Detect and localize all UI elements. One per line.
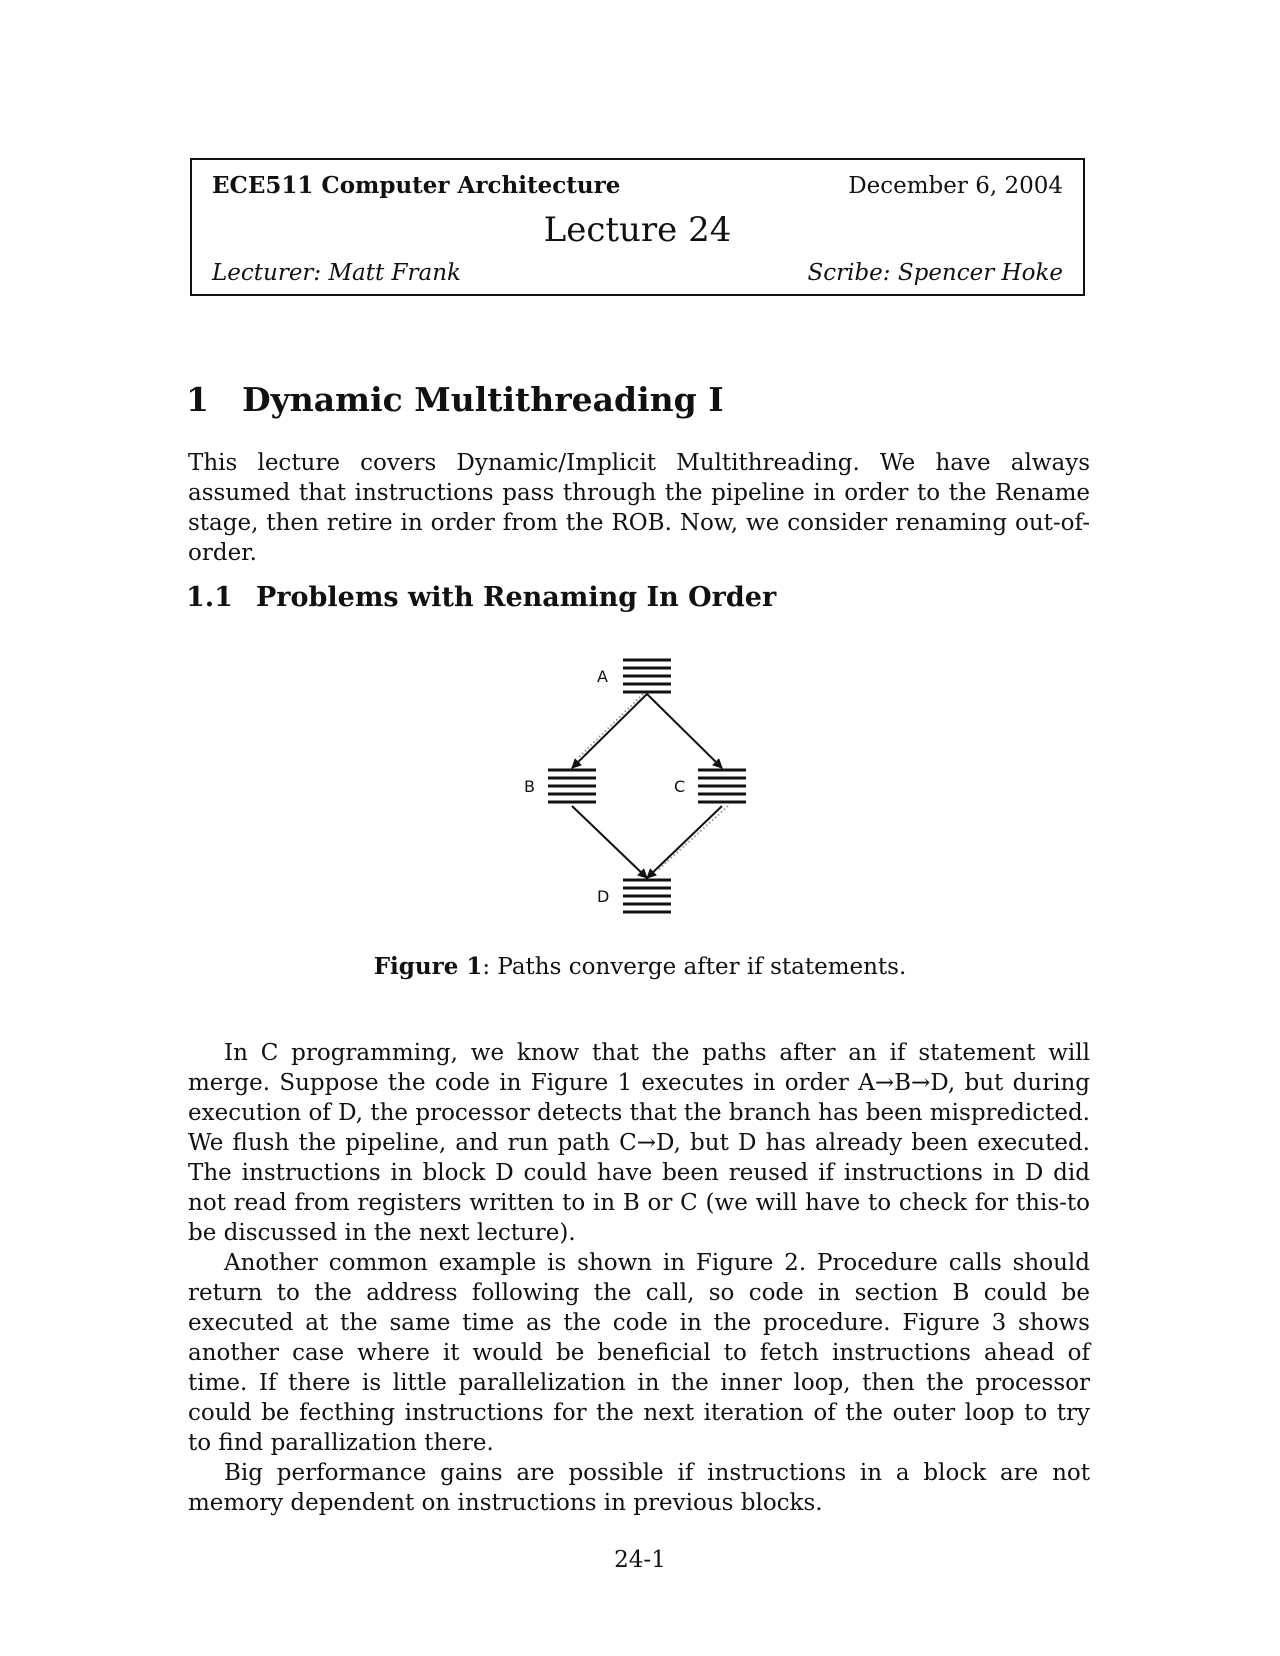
arrow-b-to-d xyxy=(572,806,647,878)
block-c xyxy=(698,770,746,802)
subsection-heading xyxy=(186,580,776,616)
dotted-path-c-d xyxy=(658,806,728,870)
lecture-date: December 6, 2004 xyxy=(848,173,1063,199)
arrow-a-to-c xyxy=(647,694,722,768)
arrow-c-to-d xyxy=(647,806,722,878)
body-paragraph-2: Another common example is shown in Figure 2. Procedure calls should return to the address following the call, so code in section B could be executed at the same time as the code in the procedure. Figure 3 shows another case where it would be beneficial to fetch instructions ahead of time. If there is little parallelization in the inner loop, then the processor could be fecthing instructions for the next iteration of the outer loop to try to find parallization there. xyxy=(188,1250,1090,1456)
dotted-path-a-b xyxy=(578,694,643,758)
subsection-title: Problems with Renaming In Order xyxy=(256,582,777,613)
section-heading xyxy=(186,378,724,422)
subsection-number: 1.1 xyxy=(186,582,233,613)
body-text xyxy=(188,1038,1090,1518)
control-flow-diagram xyxy=(500,648,780,928)
lecture-number: Lecture 24 xyxy=(543,210,732,250)
block-a-label: A xyxy=(597,667,608,686)
section-number: 1 xyxy=(186,380,209,419)
figure-caption xyxy=(0,952,1280,982)
block-b-label: B xyxy=(524,777,535,796)
block-b xyxy=(548,770,596,802)
arrow-a-to-b xyxy=(572,694,647,768)
block-d-label: D xyxy=(597,887,610,906)
intro-paragraph: This lecture covers Dynamic/Implicit Multithreading. We have always assumed that instructions pass through the pipeline in order to the Rename stage, then retire in order from the ROB. Now, we consider renaming out-of-order. xyxy=(188,450,1090,566)
lecturer-name: Lecturer: Matt Frank xyxy=(212,260,461,286)
lecture-header-box xyxy=(190,158,1085,296)
scribe-name: Scribe: Spencer Hoke xyxy=(807,260,1063,286)
course-title: ECE511 Computer Architecture xyxy=(212,172,621,199)
block-a xyxy=(623,660,671,692)
block-c-label: C xyxy=(674,777,686,796)
section-title: Dynamic Multithreading I xyxy=(242,380,724,419)
body-paragraph-1: In C programming, we know that the paths after an if statement will merge. Suppose the code in Figure 1 executes in order A→B→D, but during execution of D, the processor detects that the branch has been mispredicted. We flush the pipeline, and run path C→D, but D has already been executed. The instructions in block D could have been reused if instructions in D did not read from registers written to in B or C (we will have to check for this-to be discussed in the next lecture). xyxy=(188,1040,1090,1246)
block-d xyxy=(623,880,671,912)
figure-caption-label: Figure 1 xyxy=(373,953,483,980)
body-paragraph-3: Big performance gains are possible if instructions in a block are not memory dependent on instructions in previous blocks. xyxy=(188,1460,1090,1516)
page-number: 24-1 xyxy=(614,1547,666,1573)
figure-caption-text: : Paths converge after if statements. xyxy=(482,954,907,980)
